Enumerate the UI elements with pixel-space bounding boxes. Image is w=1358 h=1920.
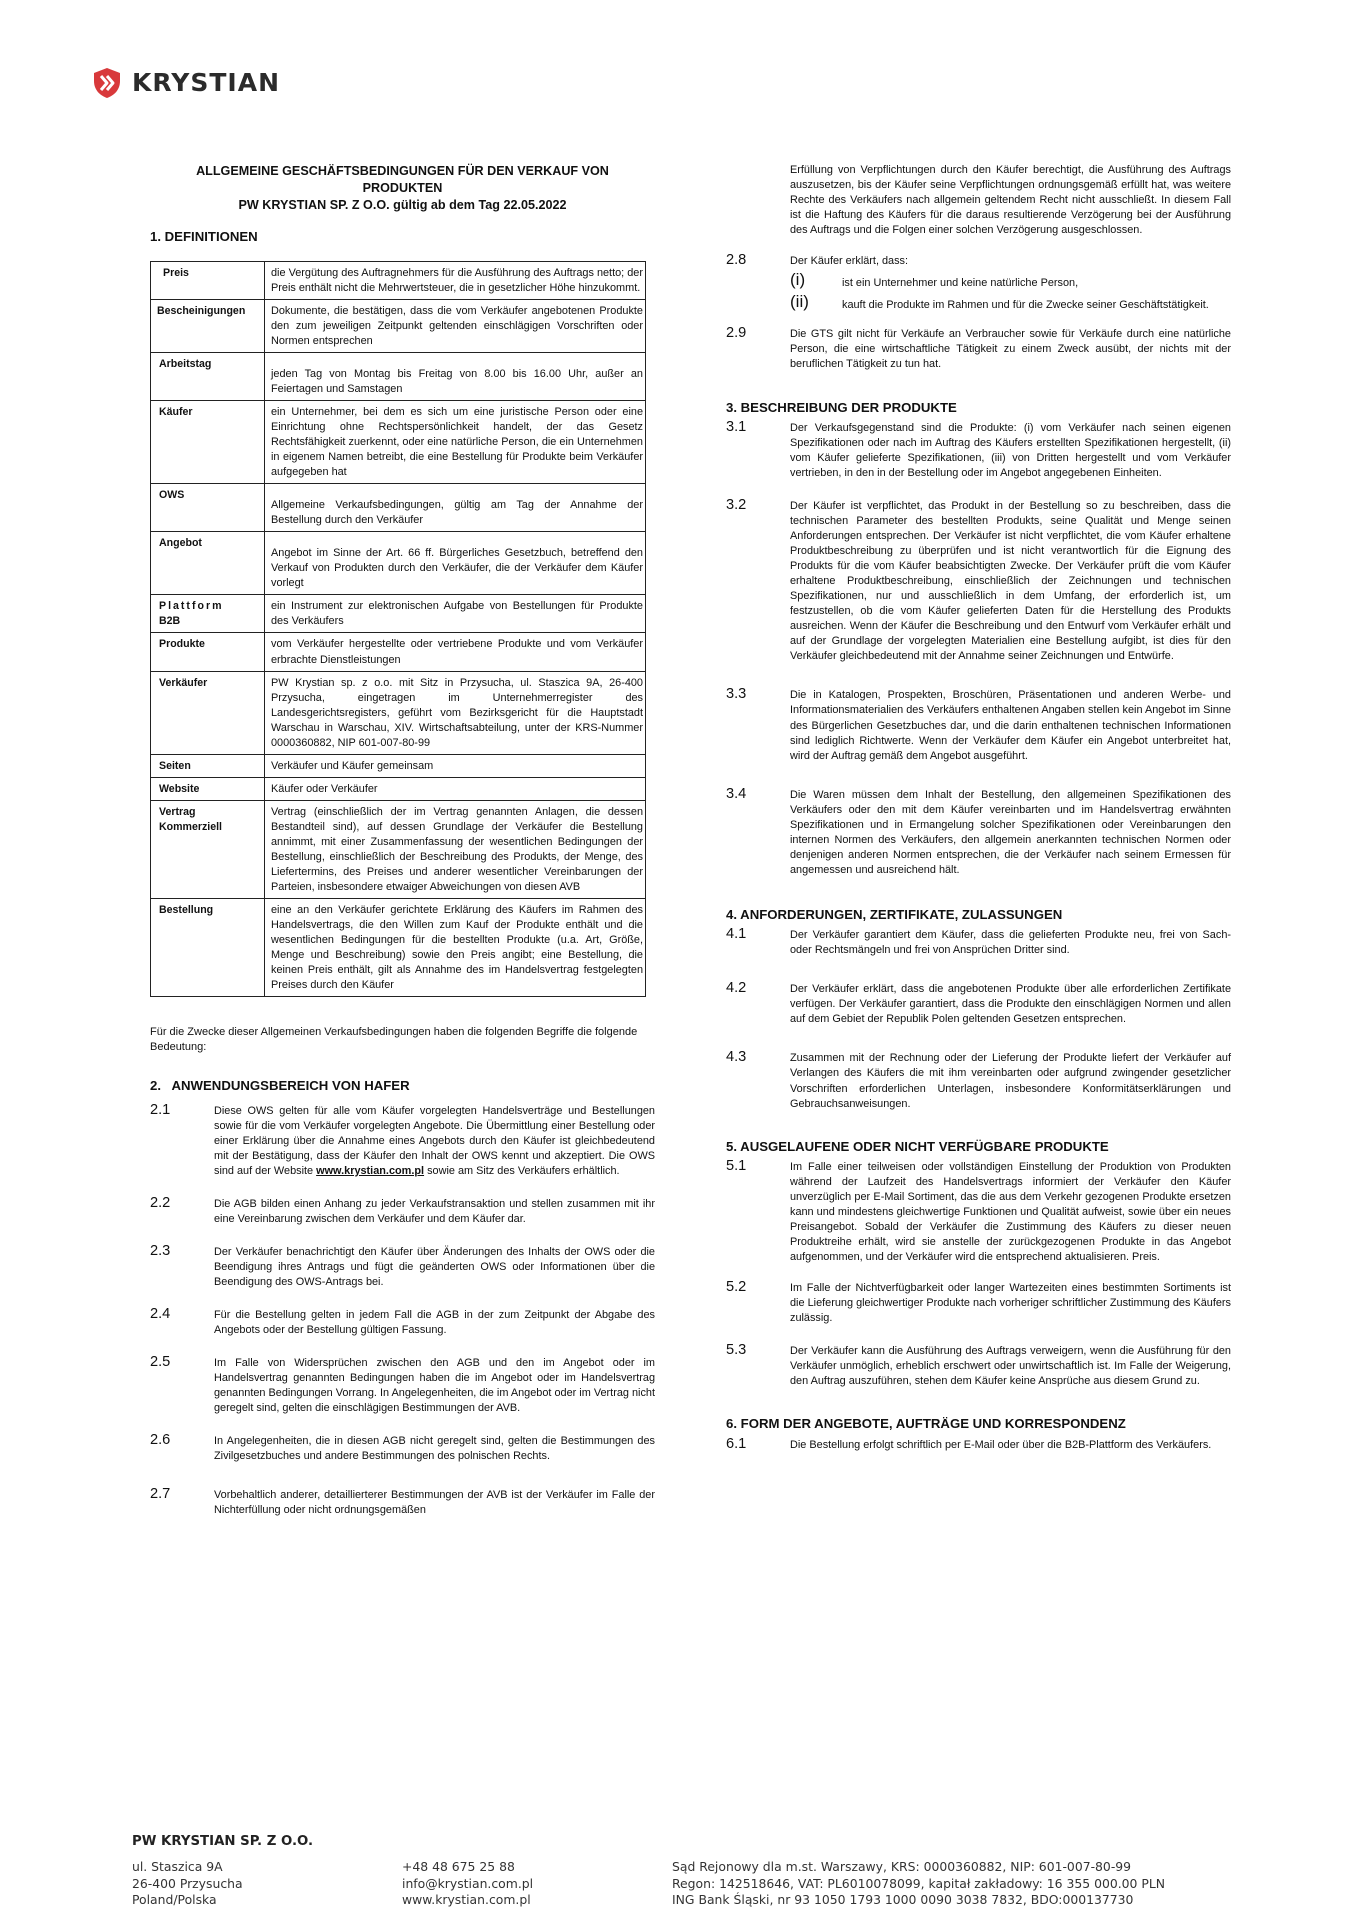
term-line-1: Vertrag — [159, 805, 196, 818]
sub-text: ist ein Unternehmer und keine natürliche Person, — [842, 277, 1079, 290]
clause-text: Im Falle der Nichtverfügbarkeit oder langer Wartezeiten eines bestimmten Sortiments ist die Lieferung gleichwertiger Produkte nach vorheriger schriftlicher Zustimmung des Käufers zulässig. — [790, 1282, 1231, 1325]
clause-text: Der Verkäufer kann die Ausführung des Auftrags verweigern, wenn die Ausführung für den Verkäufer unmöglich, erheblich erschwert oder unwirtschaftlich ist. Im Falle der Weigerung, den Auftrag auszuführen, stehen dem Käufer keine Ansprüche aus diesem Grund zu. — [790, 1345, 1231, 1388]
section-heading-definitions: 1. DEFINITIONEN — [150, 229, 258, 245]
clause-intro: Der Käufer erklärt, dass: — [790, 255, 909, 268]
clause-number: 5.1 — [726, 1157, 747, 1174]
table-row — [151, 800, 646, 898]
definition-cell: vom Verkäufer hergestellte oder vertriebene Produkte und vom Verkäufer erbrachte Dienstleistungen — [265, 633, 646, 671]
clause-4-2 — [726, 980, 1231, 1027]
footer-address — [132, 1859, 402, 1909]
clause-text: Im Falle einer teilweisen oder vollständigen Einstellung der Produktion von Produkten während der Laufzeit des Handelsvertrags informiert der Verkäufer den Käufer unverzüglich per E-Mail Sortiment, das die aus dem Verkehr gezogenen Produkte ersetzen kann und mindestens gleichwertige Funktionen und Qualität aufweist, sowie über ein neues Preisangebot. Sobald der Verkäufer die Zustimmung des Käufers zu dieser neuen Produktreihe erhält, wird sie anstelle der zurückgezogenen Produkte in das Angebot aufgenommen, und der Verkäufer wird die entsprechend aktualisieren. Preis. — [790, 1160, 1231, 1264]
left-column — [150, 163, 655, 1535]
clause-6-1 — [726, 1436, 1231, 1453]
definition-cell: Käufer oder Verkäufer — [265, 777, 646, 800]
footer-company-name: PW KRYSTIAN SP. Z O.O. — [132, 1834, 314, 1849]
clause-2-7-continued — [726, 163, 1231, 238]
clause-number: 2.2 — [150, 1194, 171, 1211]
clause-text — [214, 1102, 655, 1179]
clause-number: 2.9 — [726, 325, 747, 342]
definition-cell: Vertrag (einschließlich der im Vertrag genannten Anlagen, die dessen Bestandteil sind), auf dessen Grundlage der Verkäufer die Bestellung annimmt, mit einer Zusammenfassung der wesentlichen Bedingungen der Bestellung, einschließlich der Beschreibung des Produkts, der Menge, des Liefertermins, des Preises und anderer wesentlicher Vereinbarungen der Parteien, insbesondere etwaiger Abweichungen von diesen AVB — [265, 800, 646, 898]
section-6 — [726, 1415, 1231, 1452]
term-cell: Produkte — [151, 633, 265, 671]
clause-text: Die Bestellung erfolgt schriftlich per E-Mail oder über die B2B-Plattform des Verkäufers. — [790, 1438, 1212, 1451]
clause-text: Die Waren müssen dem Inhalt der Bestellung, den allgemeinen Spezifikationen des Verkäufers oder den mit dem Käufer vereinbarten und im Handelsvertrag erwähnten Spezifikationen und in Ermangelung solcher Spezifikationen oder Vereinbarungen den internen Normen des Verkäufers, den allgemein anerkannten technischen Normen oder denjenigen anderen Normen entsprechen, die der Verkäufer nach seinem Ermessen für angemessen und ausreichend hält. — [790, 788, 1231, 876]
clause-text: Erfüllung von Verpflichtungen durch den Käufer berechtigt, die Ausführung des Auftrags auszusetzen, bis der Käufer seine Verpflichtungen ordnungsgemäß erfüllt hat, was weitere Rechte des Verkäufers nach allgemein geltendem Recht nicht ausschließt. In diesem Fall ist die Haftung des Käufers für die daraus resultierende Verzögerung bei der Ausführung des Auftrags und die Folgen einer solchen Verzögerung ausgeschlossen. — [790, 164, 1231, 237]
registration-line-1: Sąd Rejonowy dla m.st. Warszawy, KRS: 0000360882, NIP: 601-007-80-99 — [672, 1859, 1132, 1875]
table-row — [151, 899, 646, 997]
definition-cell: Angebot im Sinne der Art. 66 ff. Bürgerliches Gesetzbuch, betreffend den Verkauf von Produkten durch den Verkäufer, die der Verkäufer dem Käufer vorlegt — [265, 532, 646, 595]
clause-text: Zusammen mit der Rechnung oder der Lieferung der Produkte liefert der Verkäufer auf Verlangen des Käufers die mit ihm vereinbarten oder aufgrund zwingender gesetzlicher Vorschriften erforderlichen Unterlagen, insbesondere Konformitätserklärungen und Gebrauchsanweisungen. — [790, 1052, 1231, 1110]
sub-text: kauft die Produkte im Rahmen und für die Zwecke seiner Geschäftstätigkeit. — [842, 299, 1209, 312]
clause-2-9 — [726, 325, 1231, 372]
definition-cell: die Vergütung des Auftragnehmers für die Ausführung des Auftrags netto; der Preis enthält nicht die Mehrwertsteuer, die in gesetzlicher Höhe hinzukommt. — [265, 261, 646, 299]
table-row — [151, 299, 646, 352]
clause-text: Der Verkaufsgegenstand sind die Produkte: (i) vom Verkäufer nach seinen eigenen Spezifikationen oder nach im Auftrag des Käufers erstellten Spezifikationen hergestellt, (ii) vom Käufer gelieferte Spezifikationen, (iii) von Dritten hergestellt und vom Verkäufer vertrieben, in den in der Bestellung oder im Angebot angegebenen Einheiten. — [790, 421, 1231, 479]
clause-text: Für die Bestellung gelten in jedem Fall die AGB in der zum Zeitpunkt der Abgabe des Angebots oder der Bestellung gültigen Fassung. — [214, 1309, 655, 1337]
clause-2-8 — [726, 252, 1231, 313]
clause-5-1 — [726, 1158, 1231, 1265]
definition-cell: ein Unternehmer, bei dem es sich um eine juristische Person oder eine Einrichtung ohne Rechtspersönlichkeit handelt, der das Gesetz Rechtsfähigkeit zuerkennt, oder eine natürliche Person, die ein Unternehmen in eigenem Namen betreibt, die eine Bestellung für Produkte beim Verkäufer aufgegeben hat — [265, 400, 646, 483]
term-cell: Angebot — [151, 532, 265, 595]
clause-2-2 — [150, 1195, 655, 1227]
table-row — [151, 754, 646, 777]
website-link[interactable]: www.krystian.com.pl — [316, 1164, 425, 1177]
clause-number: 4.3 — [726, 1049, 747, 1066]
clause-text: Die GTS gilt nicht für Verkäufe an Verbraucher sowie für Verkäufe durch eine natürliche Person, die eine wirtschaftliche Tätigkeit zu einem Zweck ausübt, der nichts mit der beruflichen Tätigkeit zu tun hat. — [790, 328, 1231, 371]
clause-number: 2.8 — [726, 252, 747, 269]
address-country: Poland/Polska — [132, 1892, 217, 1908]
footer-website[interactable]: www.krystian.com.pl — [402, 1892, 531, 1908]
clause-number: 6.1 — [726, 1435, 747, 1452]
clause-number: 5.3 — [726, 1342, 747, 1359]
clause-2-6 — [150, 1432, 655, 1464]
clause-text: Im Falle von Widersprüchen zwischen den AGB und den im Angebot oder im Handelsvertrag genannten Bedingungen haben die im Angebot oder im Handelsvertrag genannten Bedingungen Vorrang. In Angelegenheiten, die im Angebot oder im Vertrag nicht geregelt sind, gelten die einschlägigen Bestimmungen der AVB. — [214, 1357, 655, 1415]
section-heading-discontinued: 5. AUSGELAUFENE ODER NICHT VERFÜGBARE PRODUKTE — [726, 1138, 1109, 1154]
section-heading-scope: 2. ANWENDUNGSBEREICH VON HAFER — [150, 1078, 410, 1094]
table-row — [151, 261, 646, 299]
clause-number: 3.1 — [726, 418, 747, 435]
table-row — [151, 484, 646, 532]
clause-2-7 — [150, 1486, 655, 1518]
section-3 — [726, 399, 1231, 878]
term-cell: Website — [151, 777, 265, 800]
clause-4-3 — [726, 1049, 1231, 1111]
footer-contact — [402, 1859, 672, 1909]
section-heading-products: 3. BESCHREIBUNG DER PRODUKTE — [726, 399, 957, 415]
term-line-2: Kommerziell — [159, 820, 222, 833]
table-row — [151, 532, 646, 595]
address-street: ul. Staszica 9A — [132, 1859, 223, 1875]
clause-text: Der Verkäufer garantiert dem Käufer, dass die gelieferten Produkte neu, frei von Sach- oder Rechtsmängeln und frei von Ansprüchen Dritter sind. — [790, 929, 1231, 957]
term-cell: OWS — [151, 484, 265, 532]
registration-line-2: Regon: 142518646, VAT: PL6010078099, kapitał zakładowy: 16 355 000.00 PLN — [672, 1875, 1166, 1891]
clause-number: 2.1 — [150, 1101, 171, 1118]
krystian-shield-icon — [92, 67, 122, 99]
clause-number: 2.4 — [150, 1306, 171, 1323]
section-2 — [150, 1077, 655, 1518]
sub-number: (i) — [790, 270, 806, 290]
definitions-table — [150, 261, 646, 998]
term-cell: Bestellung — [151, 899, 265, 997]
registration-line-3: ING Bank Śląski, nr 93 1050 1793 1000 0090 3038 7832, BDO:000137730 — [672, 1892, 1134, 1908]
term-cell: Arbeitstag — [151, 352, 265, 400]
term-cell: Käufer — [151, 400, 265, 483]
definition-cell: Verkäufer und Käufer gemeinsam — [265, 754, 646, 777]
clause-number: 2.7 — [150, 1486, 171, 1503]
clause-text: Die AGB bilden einen Anhang zu jeder Verkaufstransaktion und stellen zusammen mit ihr eine Vereinbarung zwischen dem Verkäufer und dem Käufer dar. — [214, 1197, 655, 1225]
clause-text: Der Käufer ist verpflichtet, das Produkt in der Bestellung so zu beschreiben, dass die technischen Parameter des bestellten Produkts, seine Qualität und Menge seinen Anforderungen entsprechen. Der Verkäufer ist nicht verpflichtet, die vom Käufer erhaltene Produktbeschreibung zu überprüfen und ist nicht verantwortlich für die Eignung des Produkts für die vom Käufer beabsichtigten Zwecke. Der Verkäufer prüft die vom Käufer erhaltene Produktbeschreibung, einschließlich der Zeichnungen und technischen Spezifikationen, nur und ausschließlich in dem Umfang, der erforderlich ist, um festzustellen, ob die vom Käufer gelieferten Daten für die Herstellung des Produkts ausreichen. Wenn der Käufer die Beschreibung und den Entwurf vom Verkäufer erhält und auf der Grundlage der vorgelegten Materialien eine Bestellung aufgibt, ist dies für den Verkäufer gleichbedeutend mit der Annahme seiner Zeichnungen und Entwürfe. — [790, 499, 1231, 663]
footer-registration — [672, 1859, 1242, 1909]
clause-2-5 — [150, 1354, 655, 1416]
definition-cell: ein Instrument zur elektronischen Aufgabe von Bestellungen für Produkte des Verkäufers — [265, 595, 646, 633]
page-footer — [132, 1833, 1242, 1909]
term-line-1: Plattform — [159, 600, 224, 613]
section-heading-form: 6. FORM DER ANGEBOTE, AUFTRÄGE UND KORRESPONDENZ — [726, 1416, 1126, 1432]
term-cell: Bescheinigungen — [151, 299, 265, 352]
definitions-note: Für die Zwecke dieser Allgemeinen Verkaufsbedingungen haben die folgenden Begriffe die folgende Bedeutung: — [150, 1026, 638, 1054]
clause-text: Vorbehaltlich anderer, detaillierterer Bestimmungen der AVB ist der Verkäufer im Falle der Nichterfüllung oder nicht ordnungsgemäßen — [214, 1489, 655, 1517]
clause-number: 3.2 — [726, 496, 747, 513]
term-cell — [151, 595, 265, 633]
clause-2-4 — [150, 1306, 655, 1338]
sub-number: (ii) — [790, 292, 809, 312]
definition-cell: Dokumente, die bestätigen, dass die vom Verkäufer angebotenen Produkte den zum jeweiligen Zeitpunkt geltenden einschlägigen Vorschriften oder Normen entsprechen — [265, 299, 646, 352]
clause-text: Der Verkäufer erklärt, dass die angebotenen Produkte über alle erforderlichen Zertifikate verfügen. Der Verkäufer garantiert, dass die Produkte den einschlägigen Normen und allen auf dem Gebiet der Republik Polen geltenden Gesetzen entsprechen. — [790, 983, 1231, 1026]
table-row — [151, 595, 646, 633]
clause-5-2 — [726, 1279, 1231, 1326]
term-cell: Seiten — [151, 754, 265, 777]
section-4 — [726, 906, 1231, 1112]
clause-text: Die in Katalogen, Prospekten, Broschüren, Präsentationen und anderen Werbe- und Informationsmaterialien des Verkäufers enthaltenen Angaben stellen kein Angebot im Sinne des Bürgerlichen Gesetzbuches dar, und die darin enthaltenen technischen Informationen sind lediglich Richtwerte. Wenn der Verkäufer dem Käufer ein Angebot unterbreitet hat, wird der Auftrag gemäß dem Angebot ausgeführt. — [790, 689, 1231, 762]
definition-cell: Allgemeine Verkaufsbedingungen, gültig am Tag der Annahme der Bestellung durch den Verkäufer — [265, 484, 646, 532]
clause-number: 2.3 — [150, 1242, 171, 1259]
clause-3-4 — [726, 786, 1231, 878]
clause-number: 3.4 — [726, 785, 747, 802]
term-cell: Verkäufer — [151, 671, 265, 754]
term-cell: Preis — [151, 261, 265, 299]
table-row — [151, 633, 646, 671]
clause-text: In Angelegenheiten, die in diesen AGB nicht geregelt sind, gelten die Bestimmungen des Zivilgesetzbuches und andere Bestimmungen des polnischen Rechts. — [214, 1435, 655, 1463]
right-column — [726, 163, 1231, 1469]
company-logo — [92, 66, 280, 101]
clause-3-1 — [726, 419, 1231, 481]
definition-cell: eine an den Verkäufer gerichtete Erklärung des Käufers im Rahmen des Handelsvertrags, die den Willen zum Kauf der Produkte enthält und die wesentlichen Bedingungen für die bestellten Produkte (u.a. Art, Größe, Menge und Beschreibung) sowie den Preis angibt; eine Bestellung, die keinen Preis enthält, gilt als Annahme des im Handelsvertrag festgelegten Preises durch den Käufer — [265, 899, 646, 997]
table-row — [151, 400, 646, 483]
clause-text-part: Diese OWS gelten für alle vom Käufer vorgelegten Handelsverträge und Bestellungen sowie für die vom Verkäufer vorgelegten Angebote. Die Übermittlung einer Bestellung oder einer Erklärung über die Annahme eines Angebots durch den Käufer ist gleichbedeutend mit der Bestätigung, dass der Käufer den Inhalt der OWS kennt und akzeptiert. Die OWS sind auf der Website — [214, 1104, 655, 1177]
footer-phone[interactable]: +48 48 675 25 88 — [402, 1859, 515, 1875]
clause-text — [790, 252, 1231, 313]
section-heading-requirements: 4. ANFORDERUNGEN, ZERTIFIKATE, ZULASSUNGEN — [726, 906, 1063, 922]
clause-number: 2.6 — [150, 1432, 171, 1449]
address-city: 26-400 Przysucha — [132, 1875, 243, 1891]
table-row — [151, 352, 646, 400]
clause-2-1 — [150, 1102, 655, 1179]
logo-text: KRYSTIAN — [132, 68, 280, 97]
title-line-2: PW KRYSTIAN SP. Z O.O. gültig ab dem Tag 22.05.2022 — [238, 198, 567, 213]
section-5 — [726, 1138, 1231, 1390]
title-line-1: ALLGEMEINE GESCHÄFTSBEDINGUNGEN FÜR DEN VERKAUF VON PRODUKTEN — [196, 164, 609, 196]
definition-cell: jeden Tag von Montag bis Freitag von 8.00 bis 16.00 Uhr, außer an Feiertagen und Samstagen — [265, 352, 646, 400]
clause-number: 2.5 — [150, 1354, 171, 1371]
sub-item — [790, 293, 1231, 313]
clause-number: 5.2 — [726, 1279, 747, 1296]
document-title — [150, 163, 655, 214]
clause-2-3 — [150, 1243, 655, 1290]
clause-text-part: sowie am Sitz des Verkäufers erhältlich. — [424, 1164, 620, 1177]
clause-number: 3.3 — [726, 686, 747, 703]
clause-3-3 — [726, 686, 1231, 763]
clause-4-1 — [726, 926, 1231, 958]
term-cell — [151, 800, 265, 898]
footer-email[interactable]: info@krystian.com.pl — [402, 1875, 534, 1891]
clause-5-3 — [726, 1342, 1231, 1389]
table-row — [151, 777, 646, 800]
table-row — [151, 671, 646, 754]
clause-number: 4.1 — [726, 926, 747, 943]
sub-item — [790, 271, 1231, 291]
clause-3-2 — [726, 497, 1231, 665]
term-line-2: B2B — [159, 615, 181, 627]
definition-cell: PW Krystian sp. z o.o. mit Sitz in Przysucha, ul. Staszica 9A, 26-400 Przysucha, eingetragen im Unternehmerregister des Landesgerichtsregisters, geführt vom Bezirksgericht für die Hauptstadt Warschau in Warschau, XIV. Wirtschaftsabteilung, unter der KRS-Nummer 0000360882, NIP 601-007-80-99 — [265, 671, 646, 754]
clause-text: Der Verkäufer benachrichtigt den Käufer über Änderungen des Inhalts der OWS oder die Beendigung ihres Antrags und fügt die geänderten OWS oder Informationen über die Beendigung des OWS-Antrags bei. — [214, 1245, 655, 1289]
clause-number: 4.2 — [726, 980, 747, 997]
